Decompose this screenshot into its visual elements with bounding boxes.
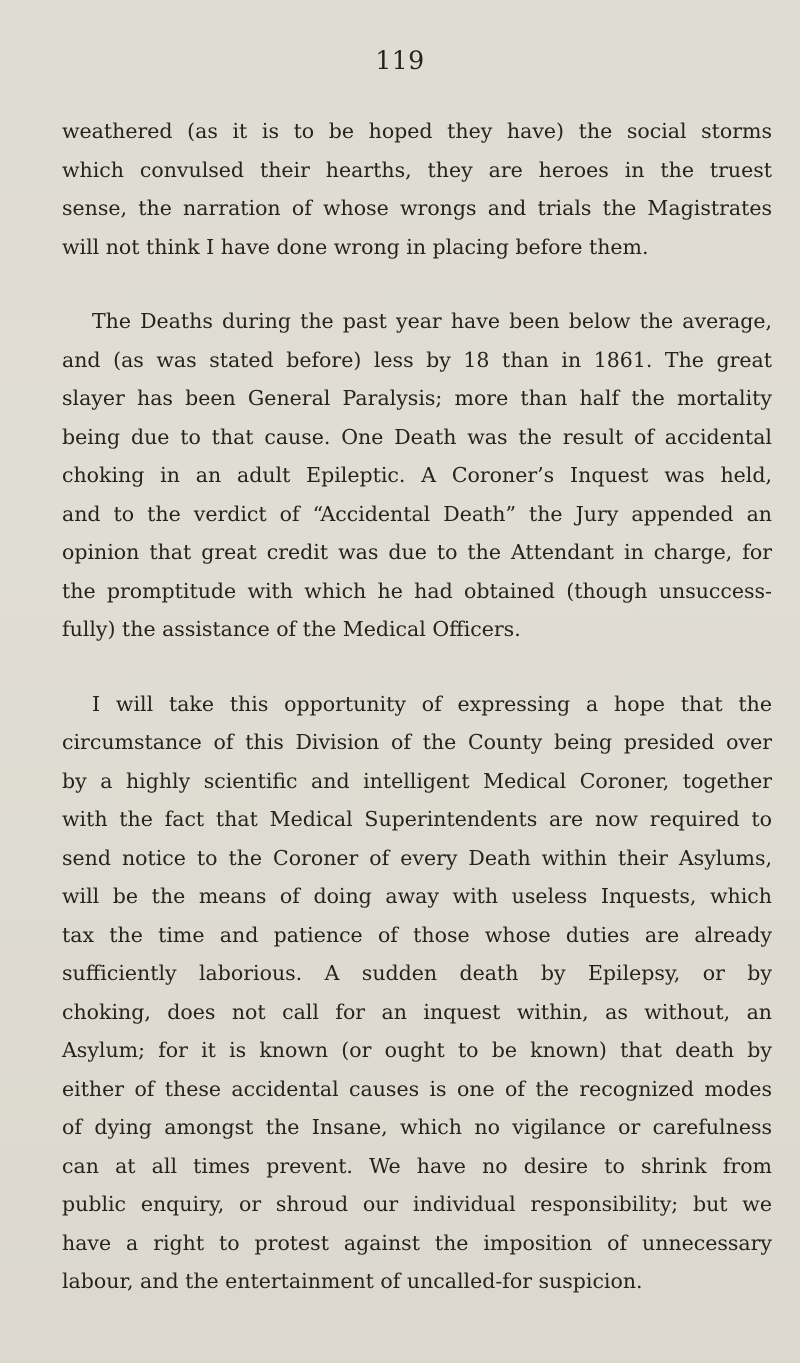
body-text: [62, 112, 772, 1301]
text-line: sense, the narration of whose wrongs and trials the Magistrates: [62, 196, 772, 220]
text-line: will be the means of doing away with useless Inquests, which: [62, 884, 772, 908]
text-line: tax the time and patience of those whose duties are already: [62, 922, 772, 947]
text-line: I will take this opportunity of expressing a hope that the: [92, 691, 772, 716]
paragraph: [62, 685, 772, 1301]
text-line: of dying amongst the Insane, which no vigilance or carefulness: [62, 1115, 772, 1139]
text-line: sufficiently laborious. A sudden death by Epilepsy, or by: [62, 961, 772, 985]
text-line: with the fact that Medical Superintendents are now required to: [62, 807, 772, 831]
text-line: by a highly scientific and intelligent Medical Coroner, together: [62, 768, 772, 793]
text-line: Asylum; for it is known (or ought to be known) that death by: [62, 1038, 772, 1062]
text-line: opinion that great credit was due to the Attendant in charge, for: [62, 540, 772, 564]
text-line: send notice to the Coroner of every Death within their Asylums,: [62, 845, 772, 870]
text-line: fully) the assistance of the Medical Officers.: [62, 617, 521, 641]
text-line: have a right to protest against the imposition of unnecessary: [62, 1230, 772, 1255]
text-line: being due to that cause. One Death was the result of accidental: [62, 424, 772, 449]
text-line: will not think I have done wrong in placing before them.: [62, 234, 649, 259]
text-line: and to the verdict of “Accidental Death” the Jury appended an: [62, 501, 772, 526]
text-line: labour, and the entertainment of uncalled-for suspicion.: [62, 1269, 643, 1293]
text-line: which convulsed their hearths, they are heroes in the truest: [62, 157, 772, 182]
text-line: public enquiry, or shroud our individual responsibility; but we: [62, 1192, 772, 1216]
text-line: slayer has been General Paralysis; more than half the mortality: [62, 386, 772, 410]
text-line: the promptitude with which he had obtained (though unsuccess-: [62, 578, 772, 603]
text-line: can at all times prevent. We have no desire to shrink from: [62, 1153, 772, 1178]
text-line: The Deaths during the past year have been below the average,: [92, 309, 772, 333]
text-line: weathered (as it is to be hoped they have) the social storms: [62, 119, 772, 143]
text-line: either of these accidental causes is one of the recognized modes: [62, 1076, 772, 1101]
paragraph: [62, 302, 772, 649]
text-line: choking in an adult Epileptic. A Coroner’s Inquest was held,: [62, 463, 772, 487]
text-line: choking, does not call for an inquest within, as without, an: [62, 999, 772, 1024]
paragraph: [62, 112, 772, 266]
text-line: circumstance of this Division of the County being presided over: [62, 730, 772, 754]
page-number: 119: [375, 46, 425, 75]
text-line: and (as was stated before) less by 18 than in 1861. The great: [62, 347, 772, 372]
